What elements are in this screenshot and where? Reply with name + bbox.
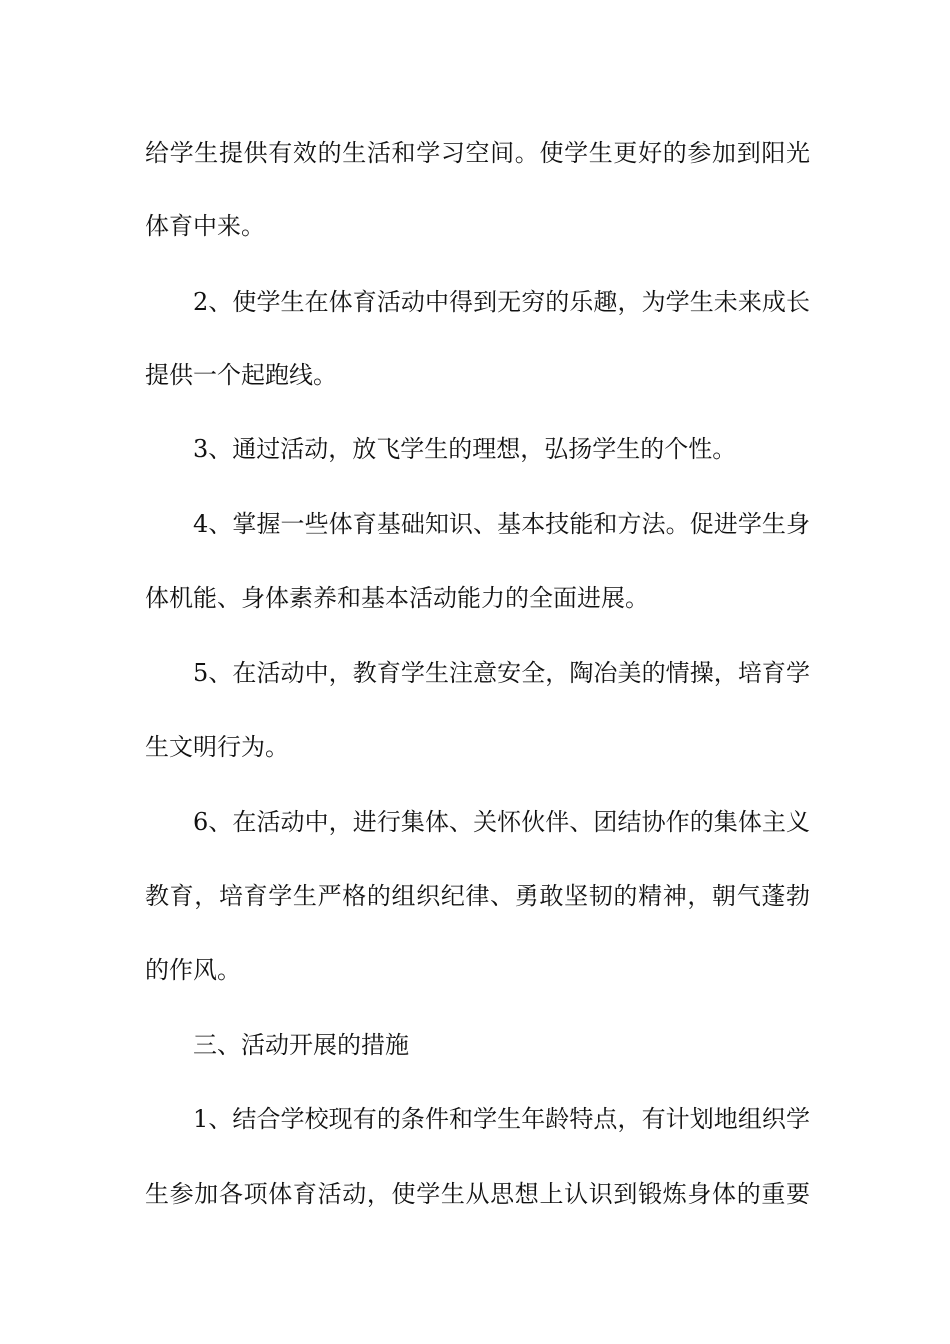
paragraph-line: 教育，培育学生严格的组织纪律、勇敢坚韧的精神，朝气蓬勃 [145,882,810,910]
section-heading: 三、活动开展的措施 [193,1031,409,1059]
list-item-1-line: 1、结合学校现有的条件和学生年龄特点，有计划地组织学 [193,1105,810,1133]
list-item-2-line: 2、使学生在体育活动中得到无穷的乐趣，为学生未来成长 [193,288,810,316]
list-item-3-line: 3、通过活动，放飞学生的理想，弘扬学生的个性。 [193,435,737,463]
list-item-6-line: 6、在活动中，进行集体、关怀伙伴、团结协作的集体主义 [193,808,810,836]
list-item-5-line: 5、在活动中，教育学生注意安全，陶冶美的情操，培育学 [193,659,810,687]
paragraph-line: 提供一个起跑线。 [145,361,337,389]
paragraph-line: 体育中来。 [145,212,265,240]
paragraph-line: 生文明行为。 [145,733,289,761]
paragraph-line: 生参加各项体育活动，使学生从思想上认识到锻炼身体的重要 [145,1180,810,1208]
paragraph-line: 体机能、身体素养和基本活动能力的全面进展。 [145,584,649,612]
list-item-4-line: 4、掌握一些体育基础知识、基本技能和方法。促进学生身 [193,510,810,538]
paragraph-line: 给学生提供有效的生活和学习空间。使学生更好的参加到阳光 [145,139,810,167]
paragraph-line: 的作风。 [145,956,241,984]
